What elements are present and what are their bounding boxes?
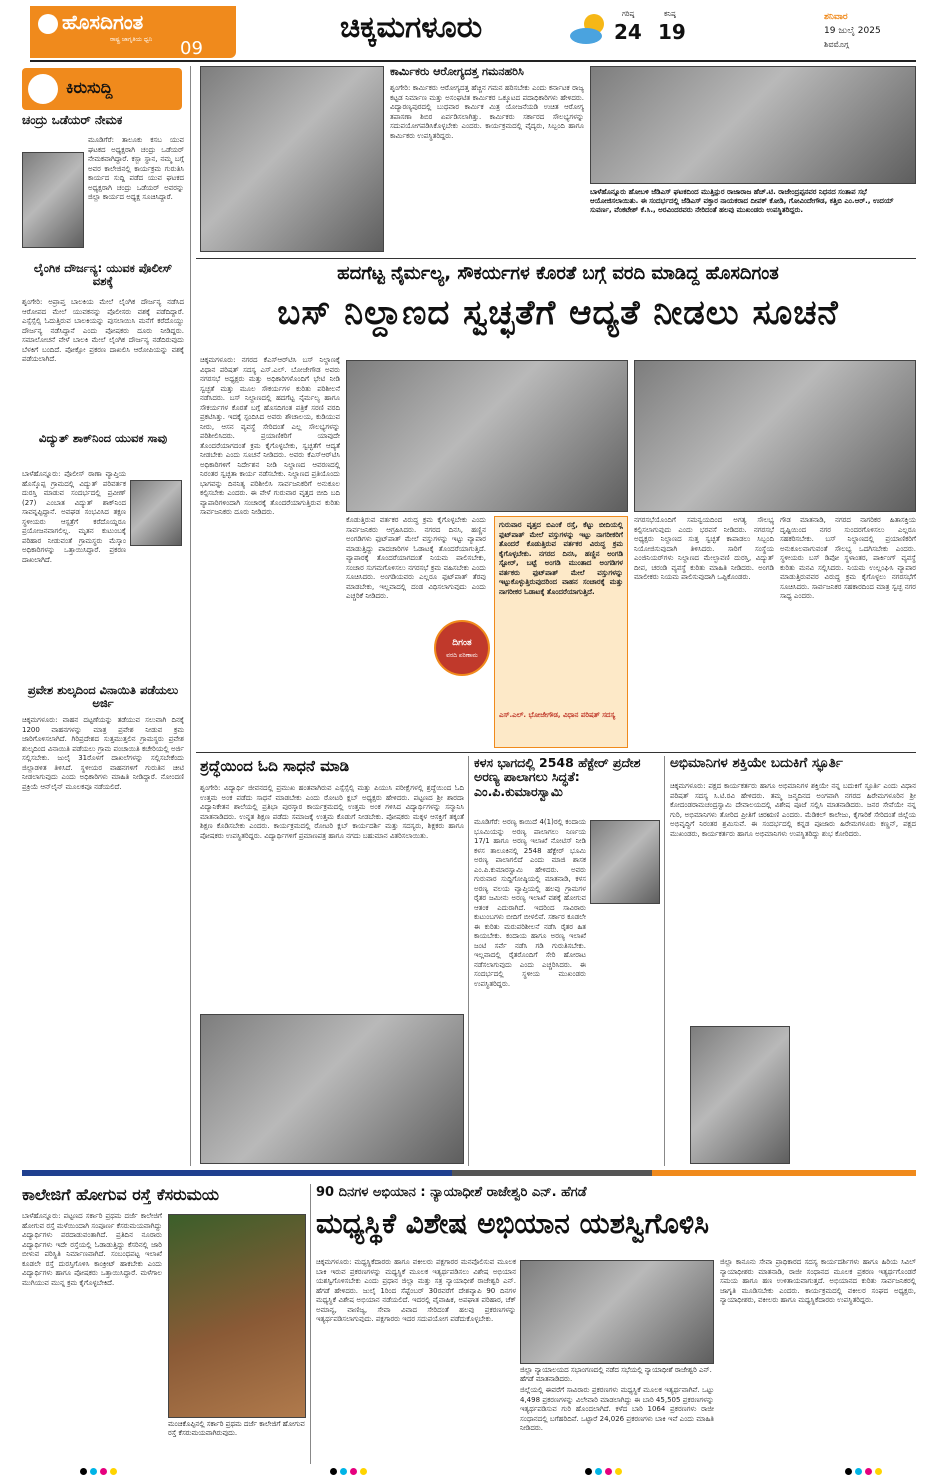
- top-section-rule: [196, 258, 916, 259]
- abhimani-title: ಅಭಿಮಾನಿಗಳ ಶಕ್ತಿಯೇ ಬದುಕಿಗೆ ಸ್ಫೂರ್ತಿ: [670, 756, 843, 771]
- madhyastike-kicker: 90 ದಿನಗಳ ಅಭಿಯಾನ : ನ್ಯಾಯಾಧೀಶೆ ರಾಜೇಶ್ವರಿ ಎನ್. ಹೆಗಡೆ: [316, 1186, 587, 1200]
- obit-title: ಚಂದ್ರು ಒಡೆಯರ್ ನೇಮಕ: [22, 114, 123, 127]
- left-column-rule: [190, 66, 191, 1166]
- abhimani-body: ಚಿಕ್ಕಮಗಳೂರು: ಪಕ್ಷದ ಕಾರ್ಯಕರ್ತರು ಹಾಗೂ ಅಭಿಮಾನಿಗಳ ಶಕ್ತಿಯೇ ನನ್ನ ಬದುಕಿಗೆ ಸ್ಫೂರ್ತಿ ಎಂದು ವಿಧಾನ ಪರಿಷತ್ ಸದಸ್ಯ ಸಿ.ಟಿ.ರವಿ ಹೇಳಿದರು. ತಮ್ಮ ಜನ್ಮದಿನದ ಅಂಗವಾಗಿ ನಗರದ ಹಿರೇಮಗಳೂರಿನ ಶ್ರೀ ಕೋದಂಡರಾಮಚಂದ್ರಸ್ವಾಮಿ ದೇವಾಲಯದಲ್ಲಿ ವಿಶೇಷ ಪೂಜೆ ಸಲ್ಲಿಸಿ ಮಾತನಾಡಿದರು. ಜನರ ಸೇವೆಯೇ ನನ್ನ ಗುರಿ, ಅಭಿಮಾನಿಗಳು ತೋರಿದ ಪ್ರೀತಿಗೆ ಚಿರಋಣಿ ಎಂದರು. ಮೆಡಿಕಲ್ ಕಾಲೇಜು, ಕೈಗಾರಿಕೆ ಸೇರಿದಂತೆ ಜಿಲ್ಲೆಯ ಅಭಿವೃದ್ಧಿಗೆ ನಿರಂತರ ಶ್ರಮಿಸುವೆ. ಈ ಸಂದರ್ಭದಲ್ಲಿ ಕನ್ನಡ ಪೂಜಾರು ಹಿರೇಮಗಳೂರು ಕಣ್ಣನ್, ಪಕ್ಷದ ಮುಖಂಡರು, ಕಾರ್ಯಕರ್ತರು ಹಾಗೂ ಅಭಿಮಾನಿಗಳು ಉಪಸ್ಥಿತರಿದ್ದು ಶುಭ ಕೋರಿದರು.: [670, 782, 916, 838]
- mid-rule-1: [468, 756, 469, 1166]
- karmikaru-title: ಕಾರ್ಮಿಕರು ಆರೋಗ್ಯದತ್ತ ಗಮನಹರಿಸಿ: [390, 66, 524, 78]
- kirusuddi-banner: [22, 68, 182, 110]
- madhyastike-photo-caption: ಜಿಲ್ಲಾ ನ್ಯಾಯಾಲಯದ ಸಭಾಂಗಣದಲ್ಲಿ ನಡೆದ ಸಭೆಯಲ್ಲಿ ನ್ಯಾಯಾಧೀಶೆ ರಾಜೇಶ್ವರಿ ಎನ್. ಹೆಗಡೆ ಮಾತನಾಡಿದರು.: [520, 1366, 712, 1383]
- abhimani-photo: [690, 1026, 790, 1164]
- registration-dots-2: [330, 1468, 367, 1475]
- temp-max: 24: [614, 20, 642, 44]
- lead-column-1: ಚಿಕ್ಕಮಗಳೂರು: ನಗರದ ಕೆಎಸ್‌ಆರ್‌ಟಿಸಿ ಬಸ್ ನಿಲ್ದಾಣಕ್ಕೆ ವಿಧಾನ ಪರಿಷತ್ ಸದಸ್ಯ ಎಸ್.ಎಲ್. ಬೋಜೇಗೌಡ ಅವರು ನಗರಸಭೆ ಅಧ್ಯಕ್ಷರು ಮತ್ತು ಅಧಿಕಾರಿಗಳೊಂದಿಗೆ ಭೇಟಿ ನೀಡಿ ಸ್ವಚ್ಛತೆ ಮತ್ತು ಮೂಲ ಸೌಕರ್ಯಗಳ ಕುರಿತು ಪರಿಶೀಲನೆ ನಡೆಸಿದರು. ಬಸ್ ನಿಲ್ದಾಣದಲ್ಲಿ ಹದಗೆಟ್ಟ ನೈರ್ಮಲ್ಯ ಹಾಗೂ ಸೌಕರ್ಯಗಳ ಕೊರತೆ ಬಗ್ಗೆ ಹೊಸದಿಗಂತ ಪತ್ರಿಕೆ ಸರಣಿ ವರದಿ ಪ್ರಕಟಿಸಿತ್ತು. ಇದಕ್ಕೆ ಸ್ಪಂದಿಸಿದ ಅವರು ಶೌಚಾಲಯ, ಕುಡಿಯುವ ನೀರು, ಆಸನ ವ್ಯವಸ್ಥೆ ಸೇರಿದಂತೆ ಎಲ್ಲ ಸೌಲಭ್ಯಗಳನ್ನು ಪರಿಶೀಲಿಸಿದರು. ಪ್ರಯಾಣಿಕರಿಗೆ ಯಾವುದೇ ತೊಂದರೆಯಾಗದಂತೆ ಕ್ರಮ ಕೈಗೊಳ್ಳಬೇಕು, ಸ್ವಚ್ಛತೆಗೆ ಆದ್ಯತೆ ನೀಡಬೇಕು ಎಂದು ಸೂಚನೆ ನೀಡಿದರು. ಅವರು ಕೆಎಸ್‌ಆರ್‌ಟಿಸಿ ಅಧಿಕಾರಿಗಳಿಗೆ ನಿರ್ದೇಶನ ನೀಡಿ ನಿಲ್ದಾಣದ ಆವರಣದಲ್ಲಿ ನಿರಂತರ ಸ್ವಚ್ಛತಾ ಕಾರ್ಯ ನಡೆಸಬೇಕು. ನಿಲ್ದಾಣದ ಪ್ರತಿಯೊಂದು ಭಾಗವನ್ನು ದಿನನಿತ್ಯ ಪರಿಶೀಲಿಸಿ ಸಾರ್ವಜನಿಕರಿಗೆ ಅನುಕೂಲ ಕಲ್ಪಿಸಬೇಕು ಎಂದರು. ಈ ವೇಳೆ ಗುರುವಾರ ವೃತ್ತದ ಬೀದಿ ಬದಿ ವ್ಯಾಪಾರಿಗಳಿಂದಾಗಿ ಸಂಚಾರಕ್ಕೆ ತೊಂದರೆಯಾಗುತ್ತಿರುವ ಕುರಿತು ಸಾರ್ವಜನಿಕರು ದೂರು ನೀಡಿದರು.: [200, 356, 340, 516]
- karmikaru-photo: [200, 66, 384, 252]
- masthead-rule: [30, 60, 916, 62]
- balehonnur-photo: [590, 66, 916, 184]
- story3-body: ಚಿಕ್ಕಮಗಳೂರು: ವಾಹನ ದಟ್ಟಣೆಯನ್ನು ತಡೆಯುವ ಸಲುವಾಗಿ ದಿನಕ್ಕೆ 1200 ವಾಹನಗಳನ್ನು ಮಾತ್ರ ಪ್ರವೇಶ ನೀಡುವ ಕ್ರಮ ಜಾರಿಗೊಳಿಸಲಾಗಿದೆ. ಗಿರಿಪ್ರದೇಶದ ಸುತ್ತಮುತ್ತಲಿನ ಗ್ರಾಮಸ್ಥರು ಪ್ರವೇಶ ಶುಲ್ಕದಿಂದ ವಿನಾಯಿತಿ ಪಡೆಯಲು ಗ್ರಾಮ ಪಂಚಾಯಿತಿ ಕಚೇರಿಯಲ್ಲಿ ಅರ್ಜಿ ಸಲ್ಲಿಸಬೇಕು. ಜುಲೈ 31ರೊಳಗೆ ದಾಖಲೆಗಳನ್ನು ಸಲ್ಲಿಸಬೇಕೆಂದು ಜಿಲ್ಲಾಡಳಿತ ತಿಳಿಸಿದೆ. ಸ್ಥಳೀಯರ ವಾಹನಗಳಿಗೆ ಗುರುತಿನ ಚೀಟಿ ನೀಡಲಾಗುವುದು ಎಂದು ಅಧಿಕಾರಿಗಳು ಮಾಹಿತಿ ನೀಡಿದ್ದಾರೆ. ನೋಂದಣಿ ಪ್ರಕ್ರಿಯೆ ಆನ್‌ಲೈನ್ ಮೂಲಕವೂ ನಡೆಯಲಿದೆ.: [22, 716, 184, 791]
- lead-photo-1: [346, 360, 628, 512]
- edition-title: ಚಿಕ್ಕಮಗಳೂರು: [340, 10, 483, 45]
- registration-dots-1: [80, 1468, 117, 1475]
- hand-point-icon: [28, 74, 58, 104]
- shraddhe-photo: [200, 1014, 464, 1164]
- story1-body: ಶೃಂಗೇರಿ: ಅಪ್ರಾಪ್ತ ಬಾಲಕಿಯ ಮೇಲೆ ಲೈಂಗಿಕ ದೌರ್ಜನ್ಯ ನಡೆಸಿದ ಆರೋಪದ ಮೇಲೆ ಯುವಕನನ್ನು ಪೊಲೀಸರು ವಶಕ್ಕೆ ಪಡೆದಿದ್ದಾರೆ. ಎಸ್ಸೆಸ್ಸೆಲ್ಸಿ ಓದುತ್ತಿರುವ ಬಾಲಕಿಯನ್ನು ಪುಸಲಾಯಿಸಿ ಮನೆಗೆ ಕರೆದೊಯ್ದು ದೌರ್ಜನ್ಯ ನಡೆಸಿದ್ದಾನೆ ಎಂದು ಪೋಷಕರು ದೂರು ನೀಡಿದ್ದರು. ಸಮಾಲೋಚನೆ ವೇಳೆ ಬಾಲಕಿ ಮೇಲೆ ಲೈಂಗಿಕ ದೌರ್ಜನ್ಯ ನಡೆದಿರುವುದು ಬೆಳಕಿಗೆ ಬಂದಿದೆ. ಪೋಕ್ಸೋ ಪ್ರಕರಣ ದಾಖಲಿಸಿ ಆರೋಪಿಯನ್ನು ವಶಕ್ಕೆ ಪಡೆಯಲಾಗಿದೆ.: [22, 298, 184, 363]
- temp-min-label: ಕನಿಷ್ಠ: [664, 10, 676, 18]
- kirusuddi-label: ಕಿರುಸುದ್ದಿ: [66, 78, 113, 97]
- page-number: 09: [180, 38, 203, 58]
- badge-top-text: ದಿಗಂತ: [452, 638, 472, 648]
- lead-callout-by: ಎಸ್.ಎಲ್. ಭೋಜೇಗೌಡ, ವಿಧಾನ ಪರಿಷತ್ ಸದಸ್ಯ: [499, 711, 616, 719]
- masthead-logo-block: [30, 6, 236, 58]
- story2-body: ಬಾಳೆಹೊನ್ನೂರು: ಪೊಲೀಸ್ ಠಾಣಾ ವ್ಯಾಪ್ತಿಯ ಹೊಸ್ಕೊಪ್ಪ ಗ್ರಾಮದಲ್ಲಿ ವಿದ್ಯುತ್ ಪರಿವರ್ತಕ ದುರಸ್ತಿ ಮಾಡುವ ಸಂದರ್ಭದಲ್ಲಿ ಪ್ರವೀಣ್ (27) ಎಂಬಾತ ವಿದ್ಯುತ್ ಶಾಕ್‌ನಿಂದ ಸಾವನ್ನಪ್ಪಿದ್ದಾನೆ. ಅವಘಡ ಸಂಭವಿಸಿದ ತಕ್ಷಣ ಸ್ಥಳೀಯರು ಆಸ್ಪತ್ರೆಗೆ ಕರೆದೊಯ್ದರೂ ಪ್ರಯೋಜನವಾಗಲಿಲ್ಲ. ಮೃತನ ಕುಟುಂಬಕ್ಕೆ ಪರಿಹಾರ ನೀಡುವಂತೆ ಗ್ರಾಮಸ್ಥರು ಮೆಸ್ಕಾಂ ಅಧಿಕಾರಿಗಳನ್ನು ಒತ್ತಾಯಿಸಿದ್ದಾರೆ. ಪ್ರಕರಣ ದಾಖಲಾಗಿದೆ.: [22, 470, 126, 564]
- kesaru-title: ಕಾಲೇಜಿಗೆ ಹೋಗುವ ರಸ್ತೆ ಕೆಸರುಮಯ: [22, 1186, 219, 1204]
- section-divider-stripe: [22, 1170, 916, 1176]
- lead-callout-box: [494, 516, 628, 748]
- lead-column-4: ಗೌಡ ಮಾತನಾಡಿ, ನಗರದ ನಾಗರಿಕರ ಹಿತಾಸಕ್ತಿಯ ದೃಷ್ಟಿಯಿಂದ ನಗರ ಸುಂದರಗೊಳಿಸಲು ಎಲ್ಲರೂ ಸಹಕರಿಸಬೇಕು. ಬಸ್ ನಿಲ್ದಾಣದಲ್ಲಿ ಪ್ರಯಾಣಿಕರಿಗೆ ಅನುಕೂಲವಾಗುವಂತೆ ಸೌಲಭ್ಯ ಒದಗಿಸಬೇಕು ಎಂದರು. ಸ್ಥಳೀಯರು ಬಸ್ ಡಿಪೋ ಸ್ಥಳಾಂತರ, ಪಾರ್ಕಿಂಗ್ ವ್ಯವಸ್ಥೆ ಕುರಿತು ಮನವಿ ಸಲ್ಲಿಸಿದರು. ನಿಯಮ ಉಲ್ಲಂಘಿಸಿ ವ್ಯಾಪಾರ ಮಾಡುತ್ತಿರುವವರ ವಿರುದ್ಧ ಕ್ರಮ ಕೈಗೊಳ್ಳಲು ನಗರಸಭೆಗೆ ಸೂಚಿಸಿದರು. ಸಾರ್ವಜನಿಕರ ಸಹಕಾರದಿಂದ ಮಾತ್ರ ಸ್ವಚ್ಛ ನಗರ ಸಾಧ್ಯ ಎಂದರು.: [780, 516, 916, 600]
- lead-photo-2: [634, 360, 916, 512]
- madhyastike-column-2: ಜಿಲ್ಲೆಯಲ್ಲಿ ಈವರೆಗೆ ಸಾವಿರಾರು ಪ್ರಕರಣಗಳು ಮಧ್ಯಸ್ಥಿಕೆ ಮೂಲಕ ಇತ್ಯರ್ಥವಾಗಿವೆ. ಒಟ್ಟು 4,498 ಪ್ರಕರಣಗಳನ್ನು ವಿಲೇವಾರಿ ಮಾಡಲಾಗಿದ್ದು ಈ ಬಾರಿ 45,505 ಪ್ರಕರಣಗಳನ್ನು ಇತ್ಯರ್ಥಪಡಿಸುವ ಗುರಿ ಹೊಂದಲಾಗಿದೆ. ಕಳೆದ ಬಾರಿ 1064 ಪ್ರಕರಣಗಳು ರಾಜೀ ಸಂಧಾನದಲ್ಲಿ ಬಗೆಹರಿದಿವೆ. ಒಟ್ಟಾರೆ 24,026 ಪ್ರಕರಣಗಳು ಬಾಕಿ ಇವೆ ಎಂದು ಮಾಹಿತಿ ನೀಡಿದರು.: [520, 1386, 714, 1432]
- shraddhe-body: ಶೃಂಗೇರಿ: ವಿದ್ಯಾರ್ಥಿ ಜೀವನದಲ್ಲಿ ಪ್ರಮುಖ ಹಂತವಾಗಿರುವ ಎಸ್ಸೆಸ್ಸೆಲ್ಸಿ ಮತ್ತು ಪಿಯುಸಿ ಪರೀಕ್ಷೆಗಳಲ್ಲಿ ಶ್ರದ್ಧೆಯಿಂದ ಓದಿ ಉತ್ತಮ ಅಂಕ ಪಡೆದು ಸಾಧನೆ ಮಾಡಬೇಕು ಎಂದು ರೋಟರಿ ಕ್ಲಬ್ ಅಧ್ಯಕ್ಷರು ಹೇಳಿದರು. ಪಟ್ಟಣದ ಶ್ರೀ ಶಾರದಾ ವಿದ್ಯಾನಿಕೇತನ ಶಾಲೆಯಲ್ಲಿ ಪ್ರತಿಭಾ ಪುರಸ್ಕಾರ ಕಾರ್ಯಕ್ರಮದಲ್ಲಿ ಉತ್ತಮ ಅಂಕ ಗಳಿಸಿದ ವಿದ್ಯಾರ್ಥಿಗಳನ್ನು ಸನ್ಮಾನಿಸಿ ಮಾತನಾಡಿದರು. ಉನ್ನತ ಶಿಕ್ಷಣ ಪಡೆದು ಸಮಾಜಕ್ಕೆ ಉತ್ತಮ ಕೊಡುಗೆ ನೀಡಬೇಕು. ಪೋಷಕರು ಮಕ್ಕಳ ಆಸಕ್ತಿಗೆ ತಕ್ಕಂತೆ ಶಿಕ್ಷಣ ಕೊಡಿಸಬೇಕು ಎಂದರು. ಕಾರ್ಯಕ್ರಮದಲ್ಲಿ ರೋಟರಿ ಕ್ಲಬ್ ಕಾರ್ಯದರ್ಶಿ ಮತ್ತು ಸದಸ್ಯರು, ಶಿಕ್ಷಕರು ಹಾಗೂ ಪೋಷಕರು ಉಪಸ್ಥಿತರಿದ್ದರು. ವಿದ್ಯಾರ್ಥಿಗಳಿಗೆ ಪ್ರಮಾಣಪತ್ರ ಹಾಗೂ ನಗದು ಬಹುಮಾನ ವಿತರಿಸಲಾಯಿತು.: [200, 784, 464, 840]
- bottom-rule: [310, 1184, 311, 1464]
- weather-sun-cloud-icon: [568, 10, 612, 46]
- story3-title: ಪ್ರವೇಶ ಶುಲ್ಕದಿಂದ ವಿನಾಯಿತಿ ಪಡೆಯಲು ಅರ್ಜಿ: [27, 684, 179, 711]
- badge-bottom-text: ವರದಿ ಪರಿಣಾಮ: [446, 652, 478, 659]
- story2-title: ವಿದ್ಯುತ್ ಶಾಕ್‌ನಿಂದ ಯುವಕ ಸಾವು: [38, 432, 168, 445]
- madhyastike-headline: ಮಧ್ಯಸ್ಥಿಕೆ ವಿಶೇಷ ಅಭಿಯಾನ ಯಶಸ್ವಿಗೊಳಿಸಿ: [316, 1208, 710, 1240]
- brand-tagline: ರಾಷ್ಟ್ರ ಜಾಗೃತಿಯ ಧ್ವನಿ: [110, 36, 153, 43]
- logo-emblem-icon: [38, 14, 58, 34]
- brand-name: ಹೊಸದಿಗಂತ: [62, 10, 144, 34]
- kalasa-body: ಮೂಡಿಗೆರೆ: ಅರಣ್ಯ ಕಾಯಿದೆ 4(1)ರಲ್ಲಿ ಕಂದಾಯ ಭೂಮಿಯನ್ನು ಅರಣ್ಯ ಪಾಲಾಗಲು ನಿರ್ಣಯ 17/1 ಹಾಗೂ ಅರಣ್ಯ ಇಲಾಖೆ ನೋಟಿಸ್ ನೀಡಿ ಕಳಸ ತಾಲೂಕಿನಲ್ಲಿ 2548 ಹೆಕ್ಟೇರ್ ಭೂಮಿ ಅರಣ್ಯ ಪಾಲಾಗಲಿದೆ ಎಂದು ಮಾಜಿ ಶಾಸಕ ಎಂ.ಪಿ.ಕುಮಾರಸ್ವಾಮಿ ಹೇಳಿದರು. ಅವರು ಗುರುವಾರ ಸುದ್ದಿಗೋಷ್ಠಿಯಲ್ಲಿ ಮಾತನಾಡಿ, ಕಳಸ ಅರಣ್ಯ ವಲಯ ವ್ಯಾಪ್ತಿಯಲ್ಲಿ ಹಲವು ಗ್ರಾಮಗಳ ರೈತರ ಜಮೀನು ಅರಣ್ಯ ಇಲಾಖೆ ವಶಕ್ಕೆ ಹೋಗುವ ಆತಂಕ ಎದುರಾಗಿದೆ. ಇದರಿಂದ ಸಾವಿರಾರು ಕುಟುಂಬಗಳು ಬೀದಿಗೆ ಬೀಳಲಿವೆ. ಸರ್ಕಾರ ಕೂಡಲೇ ಈ ಕುರಿತು ಮರುಪರಿಶೀಲನೆ ನಡೆಸಿ ರೈತರ ಹಿತ ಕಾಯಬೇಕು. ಕಂದಾಯ ಹಾಗೂ ಅರಣ್ಯ ಇಲಾಖೆ ಜಂಟಿ ಸರ್ವೆ ನಡೆಸಿ ಗಡಿ ಗುರುತಿಸಬೇಕು. ಇಲ್ಲವಾದಲ್ಲಿ ರೈತರೊಂದಿಗೆ ಸೇರಿ ಹೋರಾಟ ನಡೆಸಲಾಗುವುದು ಎಂದು ಎಚ್ಚರಿಸಿದರು. ಈ ಸಂದರ್ಭದಲ್ಲಿ ಸ್ಥಳೀಯ ಮುಖಂಡರು ಉಪಸ್ಥಿತರಿದ್ದರು.: [474, 818, 586, 988]
- madhyastike-column-3: ಜಿಲ್ಲಾ ಕಾನೂನು ಸೇವಾ ಪ್ರಾಧಿಕಾರದ ಸದಸ್ಯ ಕಾರ್ಯದರ್ಶಿಗಳು ಹಾಗೂ ಹಿರಿಯ ಸಿವಿಲ್ ನ್ಯಾಯಾಧೀಶರು ಮಾತನಾಡಿ, ರಾಜೀ ಸಂಧಾನದ ಮೂಲಕ ಪ್ರಕರಣ ಇತ್ಯರ್ಥಗೊಂಡರೆ ಸಮಯ ಹಾಗೂ ಹಣ ಉಳಿತಾಯವಾಗುತ್ತದೆ. ಅಭಿಯಾನದ ಕುರಿತು ಸಾರ್ವಜನಿಕರಲ್ಲಿ ಜಾಗೃತಿ ಮೂಡಿಸಬೇಕು ಎಂದರು. ಕಾರ್ಯಕ್ರಮದಲ್ಲಿ ವಕೀಲರ ಸಂಘದ ಅಧ್ಯಕ್ಷರು, ನ್ಯಾಯಾಧೀಶರು, ವಕೀಲರು ಹಾಗೂ ಮಧ್ಯಸ್ಥಿಕೆದಾರರು ಉಪಸ್ಥಿತರಿದ್ದರು.: [720, 1258, 916, 1304]
- kesaru-photo-caption: ಮಂಚಿಕೊಪ್ಪಿನಲ್ಲಿ ಸರ್ಕಾರಿ ಪ್ರಥಮ ದರ್ಜೆ ಕಾಲೇಜಿಗೆ ಹೋಗುವ ರಸ್ತೆ ಕೆಸರುಮಯವಾಗಿರುವುದು.: [168, 1420, 305, 1437]
- digantha-impact-badge: [434, 620, 490, 676]
- lead-headline: ಬಸ್ ನಿಲ್ದಾಣದ ಸ್ವಚ್ಛತೆಗೆ ಆದ್ಯತೆ ನೀಡಲು ಸೂಚನೆ: [277, 294, 839, 333]
- kalasa-portrait: [590, 820, 660, 904]
- issue-date: 19 ಜುಲೈ 2025: [824, 26, 881, 36]
- kesaru-photo: [168, 1214, 306, 1418]
- lead-bottom-rule: [196, 752, 916, 753]
- registration-dots-3: [585, 1468, 622, 1475]
- temp-min: 19: [658, 20, 686, 44]
- lead-kicker: ಹದಗೆಟ್ಟ ನೈರ್ಮಲ್ಯ, ಸೌಕರ್ಯಗಳ ಕೊರತೆ ಬಗ್ಗೆ ವರದಿ ಮಾಡಿದ್ದ ಹೊಸದಿಗಂತ: [337, 264, 779, 284]
- shraddhe-title: ಶ್ರದ್ಧೆಯಿಂದ ಓದಿ ಸಾಧನೆ ಮಾಡಿ: [200, 758, 350, 775]
- madhyastike-column-1: ಚಿಕ್ಕಮಗಳೂರು: ಮಧ್ಯಸ್ಥಿಕೆದಾರರು ಹಾಗೂ ವಕೀಲರು ಪಕ್ಷಗಾರರ ಮನವೊಲಿಸುವ ಮೂಲಕ ಬಾಕಿ ಇರುವ ಪ್ರಕರಣಗಳನ್ನು ಮಧ್ಯಸ್ಥಿಕೆ ಮೂಲಕ ಇತ್ಯರ್ಥಪಡಿಸಲು ವಿಶೇಷ ಅಭಿಯಾನ ಯಶಸ್ವಿಗೊಳಿಸಬೇಕು ಎಂದು ಪ್ರಧಾನ ಜಿಲ್ಲಾ ಮತ್ತು ಸತ್ರ ನ್ಯಾಯಾಧೀಶೆ ರಾಜೇಶ್ವರಿ ಎನ್. ಹೆಗಡೆ ಹೇಳಿದರು. ಜುಲೈ 1ರಿಂದ ಸೆಪ್ಟೆಂಬರ್ 30ರವರೆಗೆ ದೇಶವ್ಯಾಪಿ 90 ದಿನಗಳ ಮಧ್ಯಸ್ಥಿಕೆ ವಿಶೇಷ ಅಭಿಯಾನ ನಡೆಯಲಿದೆ. ಇದರಲ್ಲಿ ವೈವಾಹಿಕ, ಅಪಘಾತ ಪರಿಹಾರ, ಚೆಕ್ ಅಮಾನ್ಯ, ವಾಣಿಜ್ಯ, ಸೇವಾ ವಿವಾದ ಸೇರಿದಂತೆ ಹಲವು ಪ್ರಕರಣಗಳನ್ನು ಇತ್ಯರ್ಥಪಡಿಸಲಾಗುವುದು. ಪಕ್ಷಗಾರರು ಇದರ ಸದುಪಯೋಗ ಪಡೆದುಕೊಳ್ಳಬೇಕು.: [316, 1258, 516, 1323]
- madhyastike-photo: [520, 1260, 714, 1364]
- story2-portrait: [130, 480, 182, 546]
- weekday: ಶನಿವಾರ: [824, 12, 848, 22]
- lead-column-2: ಕೊಡುತ್ತಿರುವ ವರ್ತಕರ ವಿರುದ್ಧ ಕ್ರಮ ಕೈಗೊಳ್ಳಬೇಕು ಎಂದು ಸಾರ್ವಜನಿಕರು ಆಗ್ರಹಿಸಿದರು. ನಗರದ ದಿನಸಿ, ಹಣ್ಣಿನ ಅಂಗಡಿಗಳು ಫುಟ್‌ಪಾತ್ ಮೇಲೆ ವಸ್ತುಗಳನ್ನು ಇಟ್ಟು ವ್ಯಾಪಾರ ಮಾಡುತ್ತಿದ್ದು ಪಾದಚಾರಿಗಳ ಓಡಾಟಕ್ಕೆ ತೊಂದರೆಯಾಗುತ್ತಿದೆ. ವ್ಯಾಪಾರಕ್ಕೆ ತೊಂದರೆಯಾಗದಂತೆ ನಿಯಮ ಪಾಲಿಸಬೇಕು, ಸಂಚಾರ ಸುಗಮಗೊಳಿಸಲು ನಗರಸಭೆ ಕ್ರಮ ವಹಿಸಬೇಕು ಎಂದು ಸೂಚಿಸಿದರು. ಅಂಗಡಿಯವರು ಎಲ್ಲರೂ ಫುಟ್‌ಪಾತ್ ತೆರವು ಮಾಡಬೇಕು, ಇಲ್ಲವಾದಲ್ಲಿ ದಂಡ ವಿಧಿಸಲಾಗುವುದು ಎಂದು ಎಚ್ಚರಿಕೆ ನೀಡಿದರು.: [346, 516, 486, 600]
- registration-dots-4: [845, 1468, 882, 1475]
- temp-max-label: ಗರಿಷ್ಠ: [622, 10, 635, 18]
- kesaru-body: ಬಾಳೆಹೊನ್ನೂರು: ಪಟ್ಟಣದ ಸರ್ಕಾರಿ ಪ್ರಥಮ ದರ್ಜೆ ಕಾಲೇಜಿಗೆ ಹೋಗುವ ರಸ್ತೆ ಮಳೆಯಿಂದಾಗಿ ಸಂಪೂರ್ಣ ಕೆಸರುಮಯವಾಗಿದ್ದು ವಿದ್ಯಾರ್ಥಿಗಳು ಪರದಾಡುವಂತಾಗಿದೆ. ಪ್ರತಿದಿನ ನೂರಾರು ವಿದ್ಯಾರ್ಥಿಗಳು ಇದೇ ರಸ್ತೆಯಲ್ಲಿ ಓಡಾಡುತ್ತಿದ್ದು ಕೆಸರಿನಲ್ಲಿ ಜಾರಿ ಬೀಳುವ ಪರಿಸ್ಥಿತಿ ನಿರ್ಮಾಣವಾಗಿದೆ. ಸಂಬಂಧಪಟ್ಟ ಇಲಾಖೆ ಕೂಡಲೇ ರಸ್ತೆ ದುರಸ್ತಿಗೊಳಿಸಿ ಕಾಂಕ್ರೀಟ್ ಹಾಕಬೇಕು ಎಂದು ವಿದ್ಯಾರ್ಥಿಗಳು ಹಾಗೂ ಪೋಷಕರು ಒತ್ತಾಯಿಸಿದ್ದಾರೆ. ಮಳೆಗಾಲ ಮುಗಿಯುವ ಮುನ್ನ ಕ್ರಮ ಕೈಗೊಳ್ಳಬೇಕಿದೆ.: [22, 1212, 162, 1287]
- balehonnur-caption: ಬಾಳೆಹೊನ್ನೂರು ಹೋಬಳಿ ಜೆಡಿಎಸ್ ಘಟಕದಿಂದ ಮುತ್ತಿನ್ಪುರ ರಾಜಾರಾಜ ಹೆಚ್.ಟಿ. ರಾಜೇಂದ್ರಪ್ಪನವರ ನಿಧನದ ಸಂತಾಪ ಸಭೆ ಆಯೋಜಿಸಲಾಯಿತು. ಈ ಸಂದರ್ಭದಲ್ಲಿ ಜೆಡಿಎಸ್ ವಕ್ತಾರ ನಾಯಕರಾದ ದೀಪಕ್ ಕೋಡಿ, ಗೋವಿಂದೇಗೌಡ, ಕತ್ತಿಬಿ ಎಂ.ಆರ್., ಉದಯ್ ಸುವರ್ಣ, ವೆಂಕಟೇಶ್ ಕೆ.ಸಿ., ಅರವಿಂದರವರು ನೇರಿದಂತೆ ಹಲವು ಮುಖಂಡರು ಉಪಸ್ಥಿತರಿದ್ದರು.: [590, 188, 894, 214]
- karmikaru-body: ಶೃಂಗೇರಿ: ಕಾರ್ಮಿಕರು ಆರೋಗ್ಯದತ್ತ ಹೆಚ್ಚಿನ ಗಮನ ಹರಿಸಬೇಕು ಎಂದು ಕರ್ನಾಟಕ ರಾಜ್ಯ ಕಟ್ಟಡ ನಿರ್ಮಾಣ ಮತ್ತು ಅಸಂಘಟಿತ ಕಾರ್ಮಿಕರ ಒಕ್ಕೂಟದ ಪದಾಧಿಕಾರಿಗಳು ಹೇಳಿದರು. ವಿದ್ಯಾರಣ್ಯಪುರದಲ್ಲಿ ಬುಧವಾರ ಕಾರ್ಮಿಕ ಮಿತ್ರ ಯೋಜನೆಯಡಿ ಉಚಿತ ಆರೋಗ್ಯ ತಪಾಸಣಾ ಶಿಬಿರ ಏರ್ಪಡಿಸಲಾಗಿತ್ತು. ಕಾರ್ಮಿಕರು ಸರ್ಕಾರದ ಸೌಲಭ್ಯಗಳನ್ನು ಸದುಪಯೋಗಪಡಿಸಿಕೊಳ್ಳಬೇಕು ಎಂದರು. ಕಾರ್ಯಕ್ರಮದಲ್ಲಿ ವೈದ್ಯರು, ಸಿಬ್ಬಂದಿ ಹಾಗೂ ಕಾರ್ಮಿಕರು ಉಪಸ್ಥಿತರಿದ್ದರು.: [390, 84, 584, 140]
- kalasa-title: ಕಳಸ ಭಾಗದಲ್ಲಿ 2548 ಹೆಕ್ಟೇರ್ ಪ್ರದೇಶ ಅರಣ್ಯ ಪಾಲಾಗಲು ಸಿದ್ಧತೆ: ಎಂ.ಪಿ.ಕುಮಾರಸ್ವಾಮಿ: [474, 756, 641, 799]
- lead-column-3: ನಗರಸಭೆಯೊಂದಿಗೆ ಸಮನ್ವಯದಿಂದ ಅಗತ್ಯ ಸೌಲಭ್ಯ ಕಲ್ಪಿಸಲಾಗುವುದು ಎಂದು ಭರವಸೆ ನೀಡಿದರು. ನಗರಸಭೆ ಅಧ್ಯಕ್ಷರು ನಿಲ್ದಾಣದ ಸುತ್ತ ಸ್ವಚ್ಛತೆ ಕಾಪಾಡಲು ಸಿಬ್ಬಂದಿ ನಿಯೋಜಿಸುವುದಾಗಿ ತಿಳಿಸಿದರು. ಸಾರಿಗೆ ಸಂಸ್ಥೆಯ ಎಂಜಿನಿಯರ್‌ಗಳು ನಿಲ್ದಾಣದ ಮೇಲ್ಛಾವಣಿ ದುರಸ್ತಿ, ವಿದ್ಯುತ್ ದೀಪ, ಚರಂಡಿ ವ್ಯವಸ್ಥೆ ಕುರಿತು ಮಾಹಿತಿ ನೀಡಿದರು. ಅಂಗಡಿ ಮಾಲೀಕರು ನಿಯಮ ಪಾಲಿಸುವುದಾಗಿ ಒಪ್ಪಿಕೊಂಡರು.: [634, 516, 774, 581]
- obit-portrait: [22, 152, 84, 248]
- lead-callout-text: ಗುರುವಾರ ವೃತ್ತದ ಬಿಎಂಕೆ ರಸ್ತೆ, ಕೆಟ್ಟು ಬೀದಿಯಲ್ಲಿ ಫುಟ್‌ಪಾತ್ ಮೇಲೆ ವಸ್ತುಗಳನ್ನು ಇಟ್ಟು ನಾಗರೀಕರಿಗೆ ತೊಂದರೆ ಕೊಡುತ್ತಿರುವ ವರ್ತಕರ ವಿರುದ್ಧ ಕ್ರಮ ಕೈಗೊಳ್ಳಬೇಕು. ನಗರದ ದಿನಸಿ, ಹಣ್ಣಿನ ಅಂಗಡಿ ಸ್ಟೋರ್, ಬಟ್ಟೆ ಅಂಗಡಿ ಮುಂತಾದ ಅಂಗಡಿಗಳ ವರ್ತಕರು ಫುಟ್‌ಪಾತ್ ಮೇಲೆ ವಸ್ತುಗಳನ್ನು ಇಟ್ಟುಕೊಳ್ಳುತ್ತಿರುವುದರಿಂದ ವಾಹನ ಸಂಚಾರಕ್ಕೆ ಮತ್ತು ನಾಗರೀಕರ ಓಡಾಟಕ್ಕೆ ತೊಂದರೆಯಾಗುತ್ತಿದೆ.: [499, 521, 623, 596]
- mid-rule-2: [664, 756, 665, 1166]
- obit-body: ಮೂಡಿಗೆರೆ: ತಾಲೂಕು ಕಸಬ ಯುವ ಘಟಕದ ಅಧ್ಯಕ್ಷರಾಗಿ ಚಂದ್ರು ಒಡೆಯರ್ ನೇಮಕವಾಗಿದ್ದಾರೆ. ಕಸ್ಬಾ ಸ್ಥಾನ, ನಮ್ಮ ಬಗ್ಗೆ ಅವರ ಕಾಲೇಜಿನಲ್ಲಿ ಕಾರ್ಯಕ್ರಮ ಗುರುತಿಸಿ ಕಾರ್ಯದ ಸುದ್ದಿ ಪಡೆದ ಯುವ ಘಟಕದ ಅಧ್ಯಕ್ಷರಾಗಿ ಚಂದ್ರು ಒಡೆಯರ್ ಅವರನ್ನು ಜಿಲ್ಲಾ ಕಾರ್ಯದ ಅಧ್ಯಕ್ಷ ಸೂಚಿಸಿದ್ದಾರೆ.: [88, 136, 184, 201]
- edition-city: ಶಿವಮೊಗ್ಗ: [824, 40, 849, 49]
- story1-title: ಲೈಂಗಿಕ ದೌರ್ಜನ್ಯ: ಯುವಕ ಪೊಲೀಸ್ ವಶಕ್ಕೆ: [33, 262, 173, 289]
